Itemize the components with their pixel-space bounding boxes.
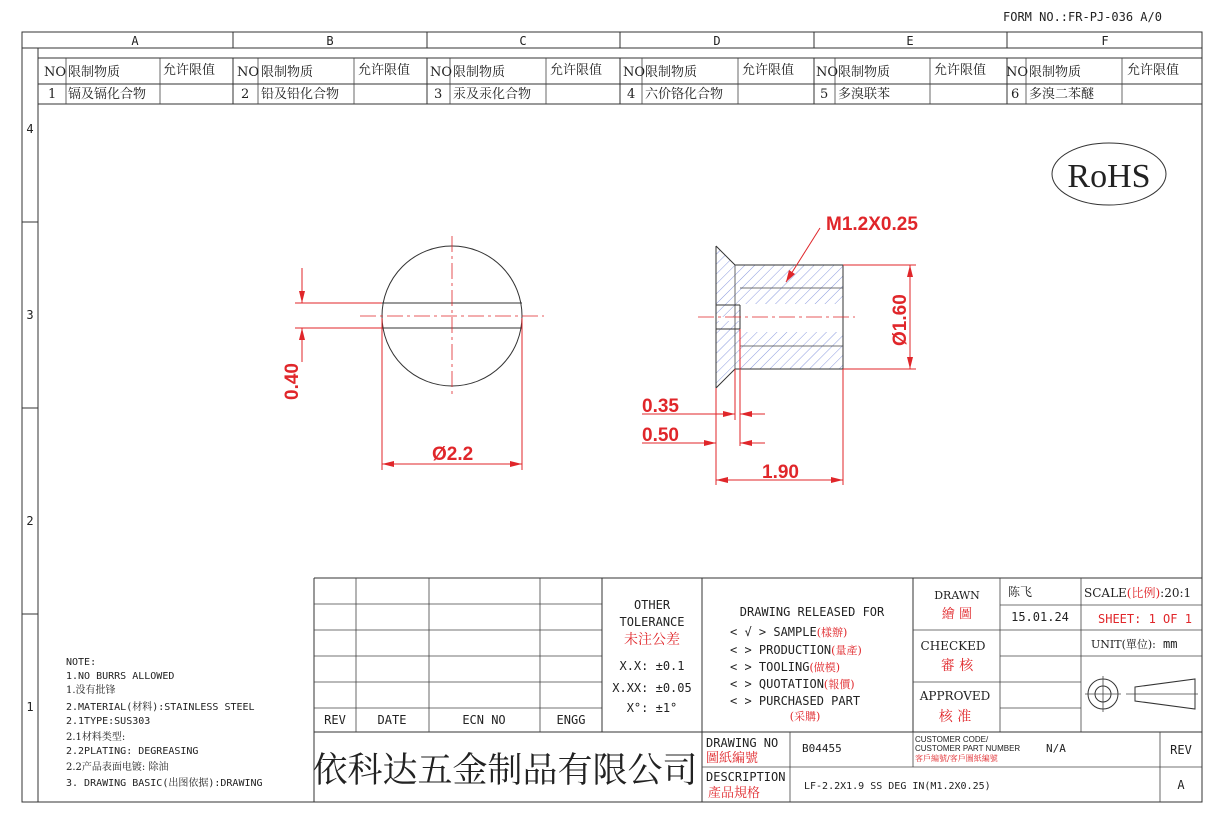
column-letter-b: B	[326, 34, 334, 48]
drawing-no-label: DRAWING NO	[706, 736, 779, 750]
substance-name: 汞及汞化合物	[453, 87, 532, 102]
header-substance: 限制物质	[838, 65, 891, 80]
substance-no: 4	[627, 87, 636, 102]
drawn-by: 陈飞	[1008, 585, 1033, 599]
rev-label: REV	[1170, 743, 1192, 757]
note-line: 1.NO BURRS ALLOWED	[66, 671, 175, 682]
sheet-field: SHEET: 1 OF 1	[1098, 612, 1192, 626]
release-sample: < √ > SAMPLE(樣辦)	[730, 625, 848, 639]
release-quotation: < > QUOTATION(報價)	[730, 677, 855, 691]
header-limit: 允许限值	[163, 63, 216, 78]
substance-no: 5	[820, 87, 829, 102]
header-substance: 限制物质	[645, 65, 698, 80]
ecn-header: ECN NO	[462, 713, 506, 727]
substance-name: 六价铬化合物	[645, 87, 724, 102]
side-view	[642, 228, 916, 485]
tolerance-xxx: X.XX: ±0.05	[612, 681, 692, 695]
header-no: NO	[816, 65, 839, 80]
substance-no: 2	[241, 87, 250, 102]
customer-label: CUSTOMER CODE/	[915, 735, 989, 744]
header-no: NO	[44, 65, 67, 80]
row-zone-dividers	[22, 222, 38, 614]
substance-table-rows	[48, 86, 1095, 102]
projection-symbol-icon	[1085, 676, 1198, 712]
substance-no: 1	[48, 87, 57, 102]
length-dim: 1.90	[762, 462, 799, 483]
substance-name: 多溴联苯	[838, 87, 891, 102]
substance-name: 多溴二苯醚	[1029, 87, 1095, 102]
rev-value: A	[1177, 778, 1185, 792]
release-purchased: < > PURCHASED PART	[730, 694, 861, 708]
header-substance: 限制物质	[68, 65, 121, 80]
rohs-mark: RoHS	[1067, 158, 1151, 195]
thread-spec-dim: M1.2X0.25	[826, 214, 918, 235]
note-line: 1.没有批锋	[66, 685, 116, 696]
form-number: FORM NO.:FR-PJ-036 A/0	[1003, 10, 1162, 24]
substance-name: 铅及铅化合物	[261, 87, 340, 102]
drawn-label-cn: 繪 圖	[941, 607, 973, 622]
unit-value: mm	[1163, 637, 1178, 651]
header-limit: 允许限值	[1127, 63, 1180, 78]
row-number-2: 2	[26, 514, 34, 528]
outer-diameter-dim: Ø1.60	[890, 294, 911, 346]
checked-label: CHECKED	[920, 639, 986, 653]
header-limit: 允许限值	[550, 63, 603, 78]
substance-table-headers	[44, 62, 1179, 80]
head-diameter-dim: Ø2.2	[432, 444, 474, 465]
column-letter-f: F	[1101, 34, 1109, 48]
rev-header: REV	[324, 713, 346, 727]
column-letter-e: E	[906, 34, 914, 48]
column-letter-d: D	[713, 34, 721, 48]
date-header: DATE	[377, 713, 407, 727]
column-letter-c: C	[519, 34, 527, 48]
row-number-1: 1	[26, 700, 34, 714]
note-line: NOTE:	[66, 657, 97, 668]
front-view	[295, 236, 544, 470]
customer-value: N/A	[1046, 742, 1066, 755]
company-name: 依科达五金制品有限公司	[312, 751, 698, 791]
release-purchased-cn: (采購)	[789, 710, 821, 723]
substance-no: 3	[434, 87, 443, 102]
description-value: LF-2.2X1.9 SS DEG IN(M1.2X0.25)	[804, 781, 991, 792]
tolerance-angle: X°: ±1°	[626, 701, 678, 715]
column-zone-dividers	[233, 32, 1007, 48]
row-number-4: 4	[26, 122, 34, 136]
header-limit: 允许限值	[742, 63, 795, 78]
header-limit: 允许限值	[358, 63, 411, 78]
header-substance: 限制物质	[453, 65, 506, 80]
header-no: NO	[430, 65, 453, 80]
substance-name: 镉及镉化合物	[68, 87, 147, 102]
note-line: 3. DRAWING BASIC(出图依据):DRAWING	[66, 778, 263, 789]
tolerance-title-cn: 未注公差	[624, 632, 680, 648]
drawing-no-label-cn: 圖紙編號	[706, 751, 759, 766]
header-substance: 限制物质	[261, 65, 314, 80]
approved-label-cn: 核 准	[938, 709, 972, 725]
scale-field: SCALE(比例):20:1	[1084, 586, 1192, 600]
release-title: DRAWING RELEASED FOR	[739, 605, 885, 619]
substance-no: 6	[1011, 87, 1020, 102]
slot-width-dim: 0.40	[282, 363, 303, 400]
description-label-cn: 產品規格	[708, 786, 761, 801]
header-no: NO	[623, 65, 646, 80]
note-line: 2.MATERIAL(材料):STAINLESS STEEL	[66, 702, 255, 713]
note-line: 2.1TYPE:SUS303	[66, 716, 151, 727]
dim-0-50: 0.50	[642, 425, 679, 446]
customer-label-cn: 客戶編號/客戶圖紙編號	[915, 754, 998, 763]
tolerance-title: TOLERANCE	[619, 615, 685, 629]
release-tooling: < > TOOLING(做模)	[730, 660, 841, 674]
drawing-no-value: B04455	[802, 742, 842, 755]
dim-0-35: 0.35	[642, 396, 679, 417]
drawn-date: 15.01.24	[1011, 610, 1069, 624]
header-limit: 允许限值	[934, 63, 987, 78]
customer-label: CUSTOMER PART NUMBER	[915, 744, 1021, 753]
note-line: 2.2PLATING: DEGREASING	[66, 746, 199, 757]
release-options	[730, 625, 862, 723]
unit-label: UNIT(單位):	[1091, 638, 1156, 651]
approved-label: APPROVED	[919, 689, 991, 703]
drawn-label: DRAWN	[934, 589, 980, 602]
row-number-3: 3	[26, 308, 34, 322]
header-no: NO	[1006, 65, 1029, 80]
engg-header: ENGG	[556, 713, 586, 727]
tolerance-title: OTHER	[633, 598, 671, 612]
note-line: 2.1材料类型:	[66, 732, 126, 743]
notes-block	[66, 657, 263, 789]
release-production: < > PRODUCTION(量產)	[730, 643, 862, 657]
header-no: NO	[237, 65, 260, 80]
description-label: DESCRIPTION	[706, 770, 786, 784]
tolerance-xx: X.X: ±0.1	[619, 659, 685, 673]
checked-label-cn: 審 核	[940, 658, 974, 674]
header-substance: 限制物质	[1029, 65, 1082, 80]
column-letter-a: A	[131, 34, 139, 48]
note-line: 2.2产品表面电镀: 除油	[66, 762, 169, 773]
